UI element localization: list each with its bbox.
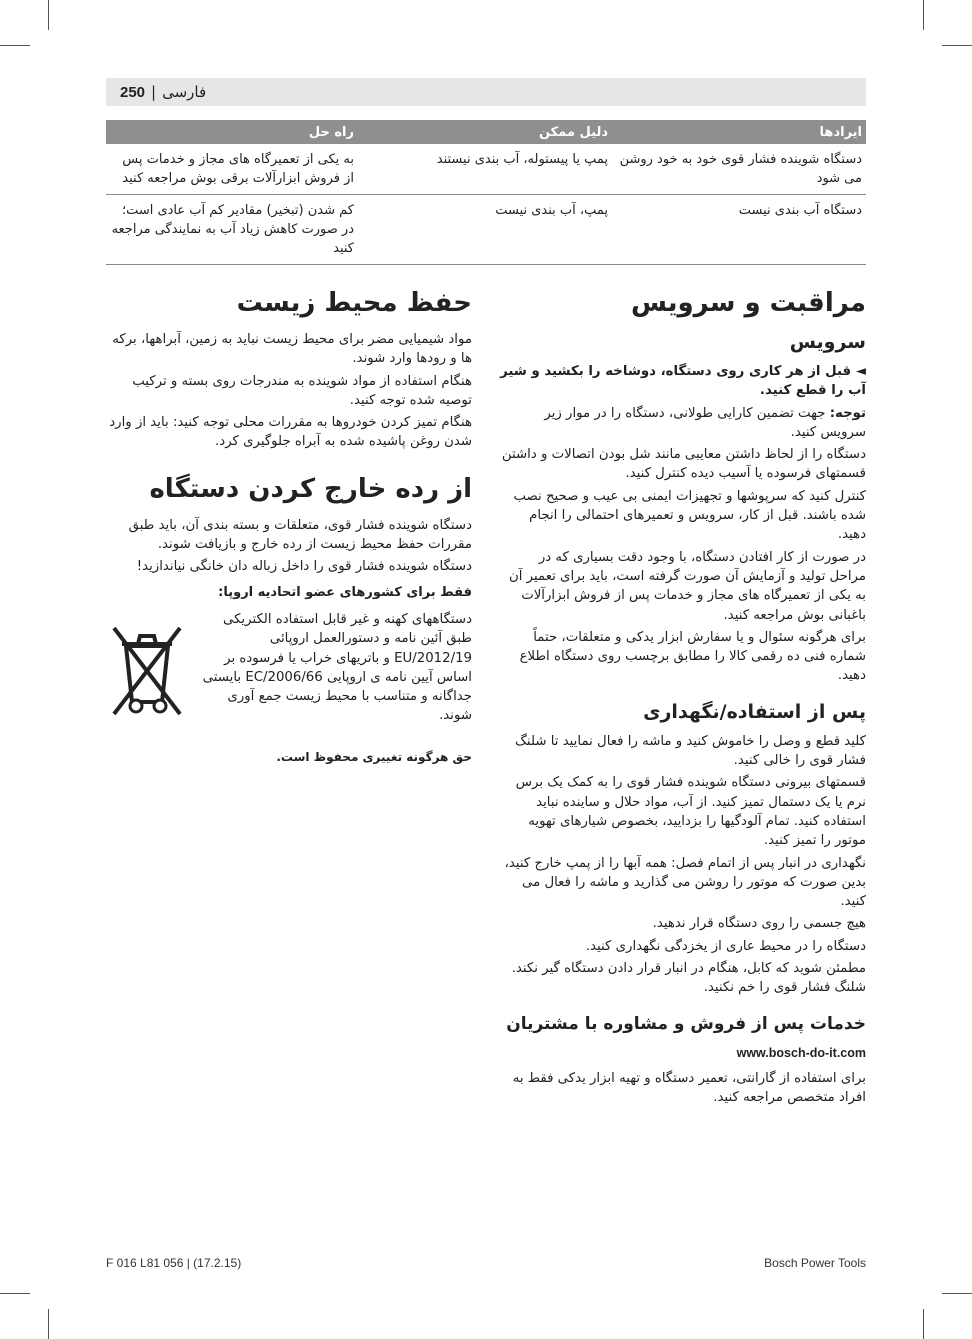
paragraph: دستگاه را از لحاظ داشتن معایبی مانند شل بودن اتصالات و داشتن قسمتهای فرسوده یا آسیب دیده کنترل کنید. [501, 447, 866, 482]
paragraph: کلید قطع و وصل را خاموش کنید و ماشه را فعال نمایید تا شلنگ فشار قوی را خالی کنید. [515, 733, 866, 769]
heading-after-use: پس از استفاده/نگهداری [643, 700, 866, 723]
crop-mark [942, 45, 972, 46]
table-row [106, 144, 866, 195]
paragraph: هنگام تمیز کردن خودروها به مقررات محلی توجه کنید: باید از وارد شدن روغن پاشیده شده به آبراه جلوگیری کرد. [109, 415, 472, 450]
bullet-text: قبل از هر کاری روی دستگاه، دوشاخه را بکشید و شیر آب را قطع کنید. [500, 364, 866, 399]
crossed-out-wheelie-bin-icon [106, 618, 184, 718]
paragraph: دستگاه شوینده فشار قوی را داخل زباله دان خانگی نیاندازید! [136, 559, 472, 575]
page-header [106, 78, 866, 106]
warning-bullet [500, 362, 866, 401]
paragraph: مطمئن شوید که کابل، هنگام در انبار قرار دادن دستگاه گیر نکند. شلنگ فشار قوی را خم نکنید. [511, 961, 866, 996]
header-language: فارسی [162, 83, 207, 101]
website-link[interactable]: www.bosch-do-it.com [736, 1045, 866, 1060]
paragraph: برای هرگونه سئوال و یا سفارش ابزار یدکی و متعلقات، حتماً شماره فنی ده رقمی کالا را مطابق برچسب روی دستگاه اطلاع دهید. [519, 629, 866, 684]
paragraph: هنگام استفاده از مواد شوینده به مندرجات روی بسته و ترکیب توصیه شده توجه کنید. [132, 373, 472, 408]
left-column [106, 288, 472, 770]
note-label: توجه: [829, 405, 866, 421]
note-text: جهت تضمین کارایی طولانی، دستگاه را در موار زیر سرویس کنید. [544, 405, 866, 440]
header-separator: | [151, 83, 157, 101]
crop-mark [0, 1293, 30, 1294]
table-cell: دستگاه آب بندی نیست [612, 195, 866, 265]
paragraph: مواد شیمیایی مضر برای محیط زیست نباید به زمین، آبراهها، برکه ها و رودها وارد شوند. [112, 332, 472, 367]
right-column [500, 288, 866, 1111]
crop-mark [0, 45, 30, 46]
section-title-environment: حفظ محیط زیست [236, 288, 472, 318]
footer-brand: Bosch Power Tools [764, 1256, 866, 1270]
note-paragraph [500, 404, 866, 443]
crop-mark [48, 0, 49, 30]
table-cell: کم شدن (تبخیر) مقادیر کم آب عادی است؛ در صورت کاهش زیاد آب به نمایندگی مراجعه کنید [106, 195, 358, 265]
paragraph: برای استفاده از گارانتی، تعمیر دستگاه و تهیه ابزار یدکی فقط به افراد متخصص مراجعه کنید. [512, 1070, 866, 1106]
bullet-marker-icon: ◄ [855, 364, 866, 379]
table-row [106, 195, 866, 265]
paragraph: نگهداری در انبار پس از اتمام فصل: همه آبها را از پمپ خارج کنید، بدین صورت که موتور را روشن می گذارید و ماشه را فعال می کنید. [504, 855, 866, 910]
rights-reserved-note: حق هرگونه تغییری محفوظ است. [276, 749, 472, 764]
table-header: ایرادها [612, 120, 866, 144]
paragraph: در صورت از کار افتادن دستگاه، با وجود دقت بسیاری که در مراحل تولید و آزمایش آن صورت گرفته است، باید برای تعمیر آن به یکی از تعمیرگاه های مجاز و خدمات پس از فروش ابزارآلات باغبانی بوش مراجعه کنید. [508, 549, 866, 623]
table-header-row [106, 120, 866, 144]
table-cell: پمپ، آب بندی نیست [358, 195, 612, 265]
paragraph: دستگاه شوینده فشار قوی، متعلقات و بسته بندی آن، باید طبق مقررات حفظ محیط زیست از رده خارج و بازیافت شوند. [128, 517, 472, 553]
eu-heading: فقط برای کشورهای عضو اتحادیه اروپا: [218, 584, 472, 600]
page-number: 250 [120, 83, 146, 101]
eu-disposal-block [106, 610, 472, 726]
paragraph: کنترل کنید که سرپوشها و تجهیزات ایمنی بی عیب و صحیح نصب شده باشند. قبل از کار، سرویس و تعمیرهای احتمالی را انجام دهید. [513, 488, 866, 543]
crop-mark [923, 1309, 924, 1339]
section-title-maintenance: مراقبت و سرویس [630, 288, 866, 318]
eu-disposal-text: دستگاههای کهنه و غیر قابل استفاده الکتریکی طبق آئین نامه و دستورالعمل اروپائی 2012/19/EU و باتریهای خراب یا فرسوده بر اساس آیین نامه ی اروپایی 2006/66/EC بایستی جداگانه و متناسب با محیط زیست جمع آوری شوند. [202, 611, 472, 724]
troubleshooting-table [106, 120, 866, 265]
table-header: راه حل [106, 120, 358, 144]
footer-document-code: F 016 L81 056 | (17.2.15) [106, 1256, 242, 1270]
table-header: دلیل ممکن [358, 120, 612, 144]
paragraph: قسمتهای بیرونی دستگاه شوینده فشار قوی را به کمک یک برس نرم یا یک دستمال تمیز کنید. از آب، مواد حلال و ساینده نباید استفاده کنید. تمام آلودگیها را بزدایید، بخصوص شیارهای تهویه موتور را تمیز کنید. [515, 775, 866, 849]
crop-mark [48, 1309, 49, 1339]
heading-customer-service: خدمات پس از فروش و مشاوره با مشتریان [506, 1013, 866, 1034]
section-title-disposal: از رده خارج کردن دستگاه [149, 473, 472, 504]
crop-mark [923, 0, 924, 30]
paragraph: هیچ جسمی را روی دستگاه قرار ندهید. [652, 916, 866, 932]
table-cell: به یکی از تعمیرگاه های مجاز و خدمات پس از فروش ابزارآلات برقی بوش مراجعه کنید [106, 144, 358, 195]
table-cell: دستگاه شوینده فشار قوی خود به خود روشن می شود [612, 144, 866, 195]
table-cell: پمپ یا پیستوله، آب بندی نیستند [358, 144, 612, 195]
crop-mark [942, 1293, 972, 1294]
paragraph: دستگاه را در محیط عاری از یخزدگی نگهداری کنید. [585, 938, 866, 954]
heading-service: سرویس [789, 331, 866, 353]
